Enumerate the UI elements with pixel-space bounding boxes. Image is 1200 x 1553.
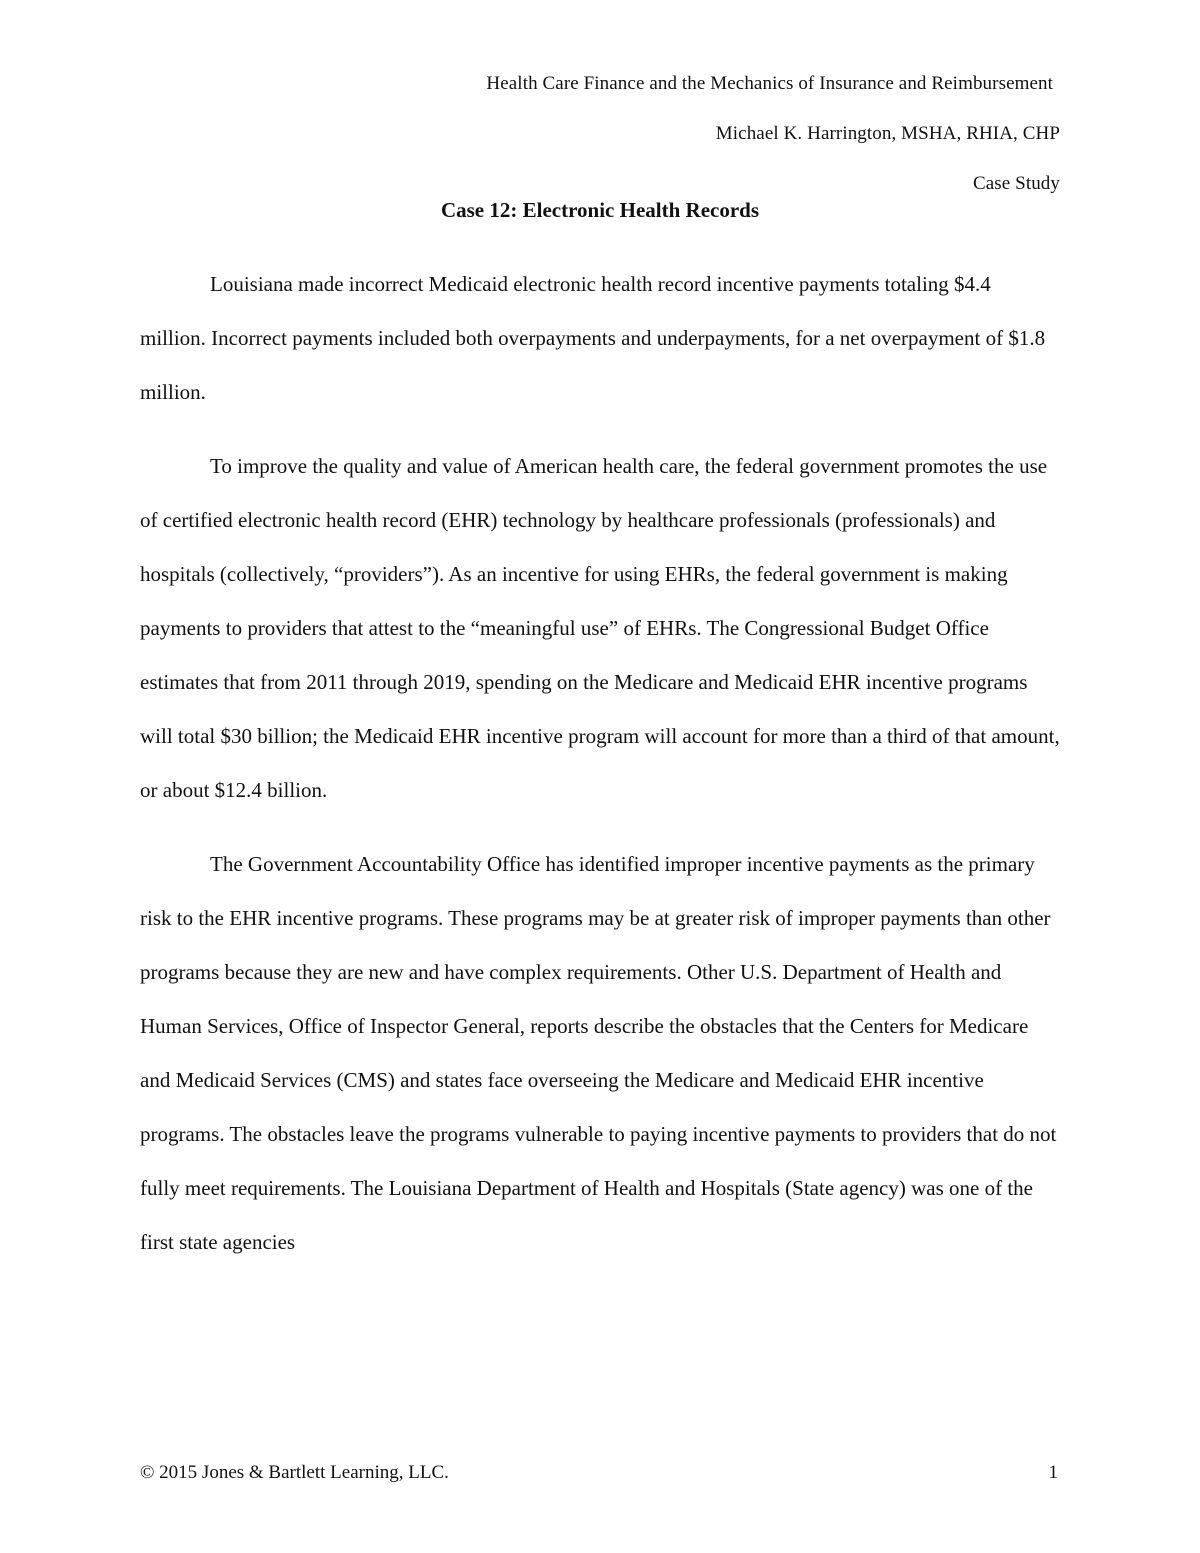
paragraph: The Government Accountability Office has identified improper incentive payments as the primary risk to the EHR incentive programs. These programs may be at greater risk of improper payments than other programs because they are new and have complex requirements. Other U.S. Department of Health and Human Services, Office of Inspector General, reports describe the obstacles that the Centers for Medicare and Medicaid Services (CMS) and states face overseeing the Medicare and Medicaid EHR incentive programs. The obstacles leave the programs vulnerable to paying incentive payments to providers that do not fully meet requirements. The Louisiana Department of Health and Hospitals (State agency) was one of the first state agencies	[140, 852, 1057, 1254]
header-author: Michael K. Harrington, MSHA, RHIA, CHP	[715, 123, 1060, 144]
document-title: Case 12: Electronic Health Records	[440, 198, 760, 222]
paragraph: To improve the quality and value of American health care, the federal government promotes the use of certified electronic health record (EHR) technology by healthcare professionals (professionals) and hospitals (collectively, “providers”). As an incentive for using EHRs, the federal government is making payments to providers that attest to the “meaningful use” of EHRs. The Congressional Budget Office estimates that from 2011 through 2019, spending on the Medicare and Medicaid EHR incentive programs will total $30 billion; the Medicaid EHR incentive program will account for more than a third of that amount, or about $12.4 billion.	[140, 454, 1060, 802]
header-course-title: Health Care Finance and the Mechanics of Insurance and Reimbursement	[486, 73, 1053, 94]
footer-copyright: © 2015 Jones & Bartlett Learning, LLC.	[140, 1462, 449, 1483]
paragraph: Louisiana made incorrect Medicaid electronic health record incentive payments totaling $4.4 million. Incorrect payments included both overpayments and underpayments, for a net overpayment of $1.8 million.	[140, 272, 1046, 404]
footer-page-number: 1	[1048, 1462, 1058, 1483]
header-doc-type: Case Study	[972, 173, 1060, 194]
document-body	[140, 257, 1060, 1269]
